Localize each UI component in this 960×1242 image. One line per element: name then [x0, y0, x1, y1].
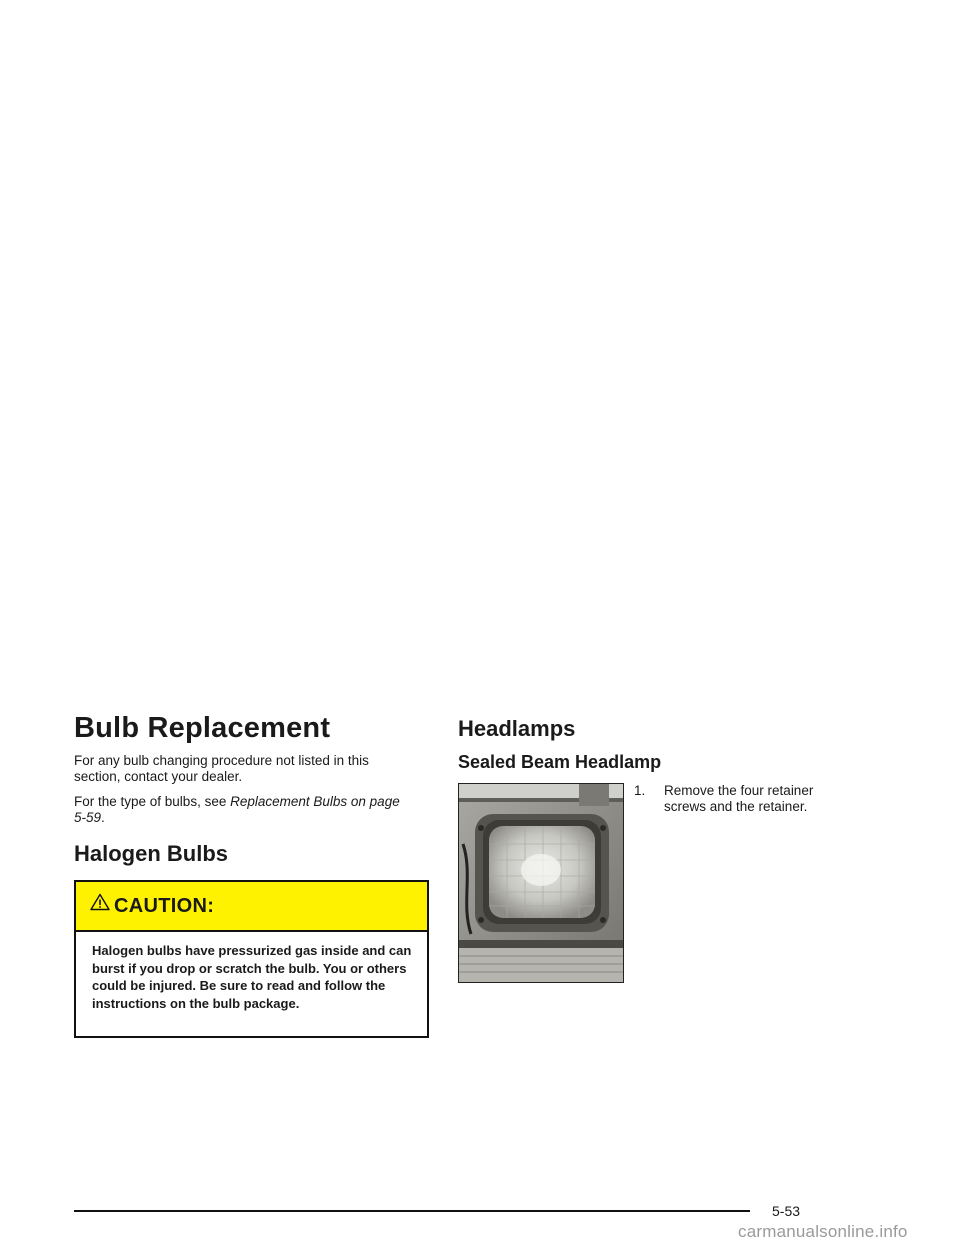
warning-triangle-icon: [90, 893, 110, 911]
bulb-type-paragraph: [74, 794, 414, 826]
section-heading-bulb-replacement: Bulb Replacement: [74, 712, 331, 744]
sealed-beam-headlamp-image: [459, 784, 624, 983]
step-number: 1.: [634, 783, 646, 798]
section-heading-headlamps: Headlamps: [458, 716, 576, 741]
headlamp-photo: [458, 783, 624, 983]
footer-rule: [74, 1210, 750, 1212]
caution-body: Halogen bulbs have pressurized gas inside and can burst if you drop or scratch the bulb. You or others could be injured. Be sure to read and follow the instructions on the bulb package.: [92, 943, 412, 1011]
bulb-type-text: For the type of bulbs, see: [74, 794, 231, 809]
subheading-sealed-beam-headlamp: Sealed Beam Headlamp: [458, 752, 662, 772]
bulb-type-suffix: .: [101, 810, 105, 825]
caution-title: CAUTION:: [114, 894, 215, 917]
caution-box: [74, 880, 429, 1038]
subheading-halogen-bulbs: Halogen Bulbs: [74, 841, 229, 866]
page-number: 5-53: [772, 1203, 801, 1219]
step-item: [634, 783, 824, 814]
replacement-bulbs-link[interactable]: Replacement Bulbs on page 5-59: [74, 794, 400, 825]
step-text: Remove the four retainer screws and the retainer.: [664, 783, 814, 814]
intro-paragraph: For any bulb changing procedure not listed in this section, contact your dealer.: [74, 753, 369, 784]
caution-header: [76, 882, 427, 932]
watermark: carmanualsonline.info: [738, 1222, 908, 1241]
